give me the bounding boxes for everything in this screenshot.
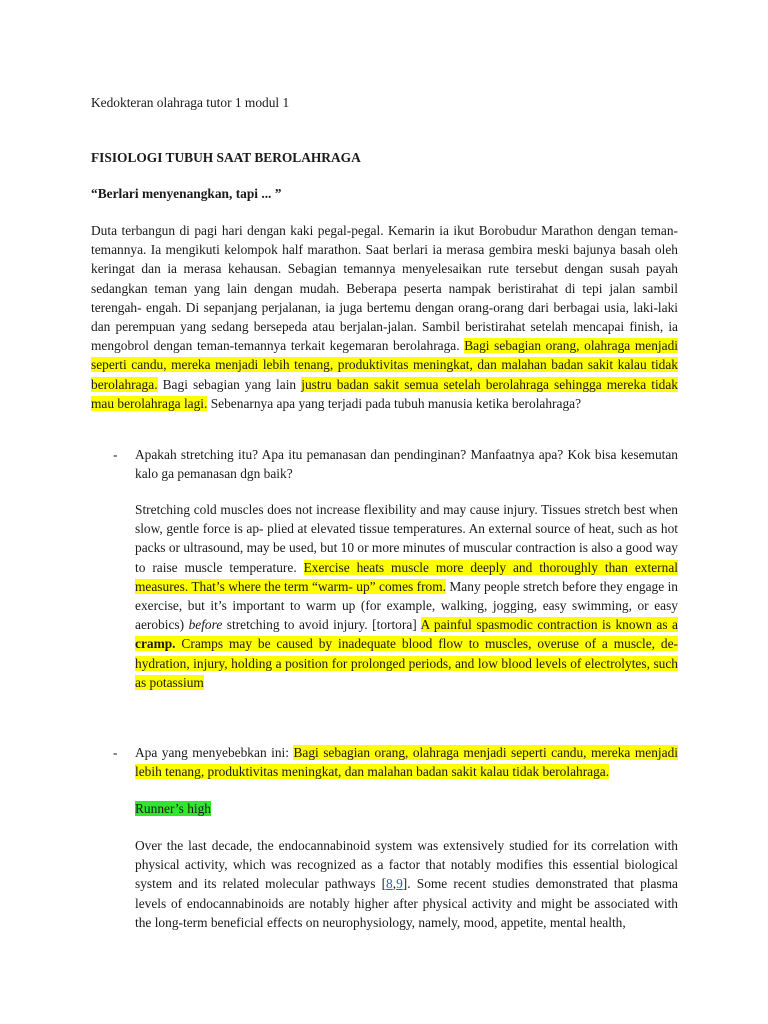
- bullet-marker-1: -: [113, 447, 118, 462]
- runners-high-heading: [135, 799, 678, 818]
- question-2: [135, 743, 678, 781]
- stretching-paragraph: [135, 500, 678, 692]
- question-2-highlight: Bagi sebagian orang, olahraga menjadi seperti candu, mereka menjadi lebih tenang, produktivitas meningkat, dan malahan badan sakit kalau tidak berolahraga.: [135, 745, 678, 780]
- stretch-highlight-3: Cramps may be caused by inadequate blood flow to muscles, overuse of a muscle, de- hydration, injury, holding a position for prolonged periods, and low blood levels of electrolytes, such as potassium: [135, 636, 678, 690]
- reference-link-8[interactable]: 8: [386, 876, 393, 892]
- stretch-text-3: stretching to avoid injury. [tortora]: [222, 617, 421, 633]
- stretch-highlight-1: Exercise heats muscle more deeply and thoroughly than external measures. That’s where the term “warm- up” comes from.: [135, 559, 678, 594]
- stretch-text-1: Stretching cold muscles does not increase flexibility and may cause injury. Tissues stretch best when slow, gentle force is ap- plied at elevated tissue temperatures. An external source of heat, such as hot packs or ultrasound, may be used, but 10 or more minutes of muscular contraction is also a good way to raise muscle temperature.: [135, 502, 678, 575]
- intro-text-3: Sebenarnya apa yang terjadi pada tubuh manusia ketika berolahraga?: [207, 395, 582, 411]
- bullet-marker-2: -: [113, 745, 118, 760]
- doc-header: Kedokteran olahraga tutor 1 modul 1: [91, 95, 290, 110]
- intro-text-2: Bagi sebagian yang lain: [157, 376, 302, 392]
- doc-title: FISIOLOGI TUBUH SAAT BEROLAHRAGA: [91, 150, 361, 165]
- endo-text-2: ]. Some recent studies demonstrated that plasma levels of endocannabinoids are notably higher after physical activity and might be associated with the long-term beneficial effects on neurophysiology, namely, mood, appetite, mental health,: [135, 876, 678, 930]
- endocannabinoid-paragraph: [135, 836, 678, 932]
- stretch-highlight-cramp: cramp.: [135, 636, 176, 652]
- stretch-highlight-2: A painful spasmodic contraction is known as a: [420, 617, 678, 633]
- intro-text-1: Duta terbangun di pagi hari dengan kaki pegal-pegal. Kemarin ia ikut Borobudur Marathon dengan teman-temannya. Ia mengikuti kelompok half marathon. Saat berlari ia merasa gembira meski bajunya basah oleh keringat dan ia merasa kehausan. Sebagian temannya menyelesaikan rute tersebut dengan susah payah sedangkan teman yang lain dengan mudah. Beberapa peserta nampak beristirahat di tepi jalan sambil terengah- engah. Di sepanjang perjalanan, ia juga bertemu dengan orang-orang dari berbagai usia, laki-laki dan perempuan yang sedang bersepeda atau berjalan-jalan. Sambil beristirahat setelah mencapai finish, ia mengobrol dengan teman-temannya terkait kegemaran berolahraga.: [91, 223, 678, 354]
- stretch-italic-before: before: [188, 617, 223, 633]
- intro-highlight-2: justru badan sakit semua setelah berolahraga sehingga mereka tidak mau berolahraga lagi.: [91, 376, 678, 411]
- question-1: Apakah stretching itu? Apa itu pemanasan dan pendinginan? Manfaatnya apa? Kok bisa kesemutan kalo ga pemanasan dgn baik?: [135, 447, 678, 482]
- doc-subtitle: “Berlari menyenangkan, tapi ... ”: [91, 186, 282, 201]
- endo-text-1: Over the last decade, the endocannabinoid system was extensively studied for its correlation with physical activity, which was recognized as a factor that notably modifies this essential biological system and its related molecular pathways [: [135, 838, 678, 892]
- intro-highlight-1: Bagi sebagian orang, olahraga menjadi seperti candu, mereka menjadi lebih tenang, produktivitas meningkat, dan malahan badan sakit kalau tidak berolahraga.: [91, 338, 678, 392]
- runners-high-highlight: Runner’s high: [135, 801, 212, 816]
- intro-paragraph: [91, 221, 678, 413]
- stretch-text-2: Many people stretch before they engage in exercise, but it’s important to warm up (for example, walking, jogging, easy swimming, or easy aerobics): [135, 578, 678, 633]
- endo-comma: ,: [392, 876, 397, 892]
- reference-link-9[interactable]: 9: [396, 876, 403, 892]
- question-2-text: Apa yang menyebebkan ini:: [135, 745, 294, 760]
